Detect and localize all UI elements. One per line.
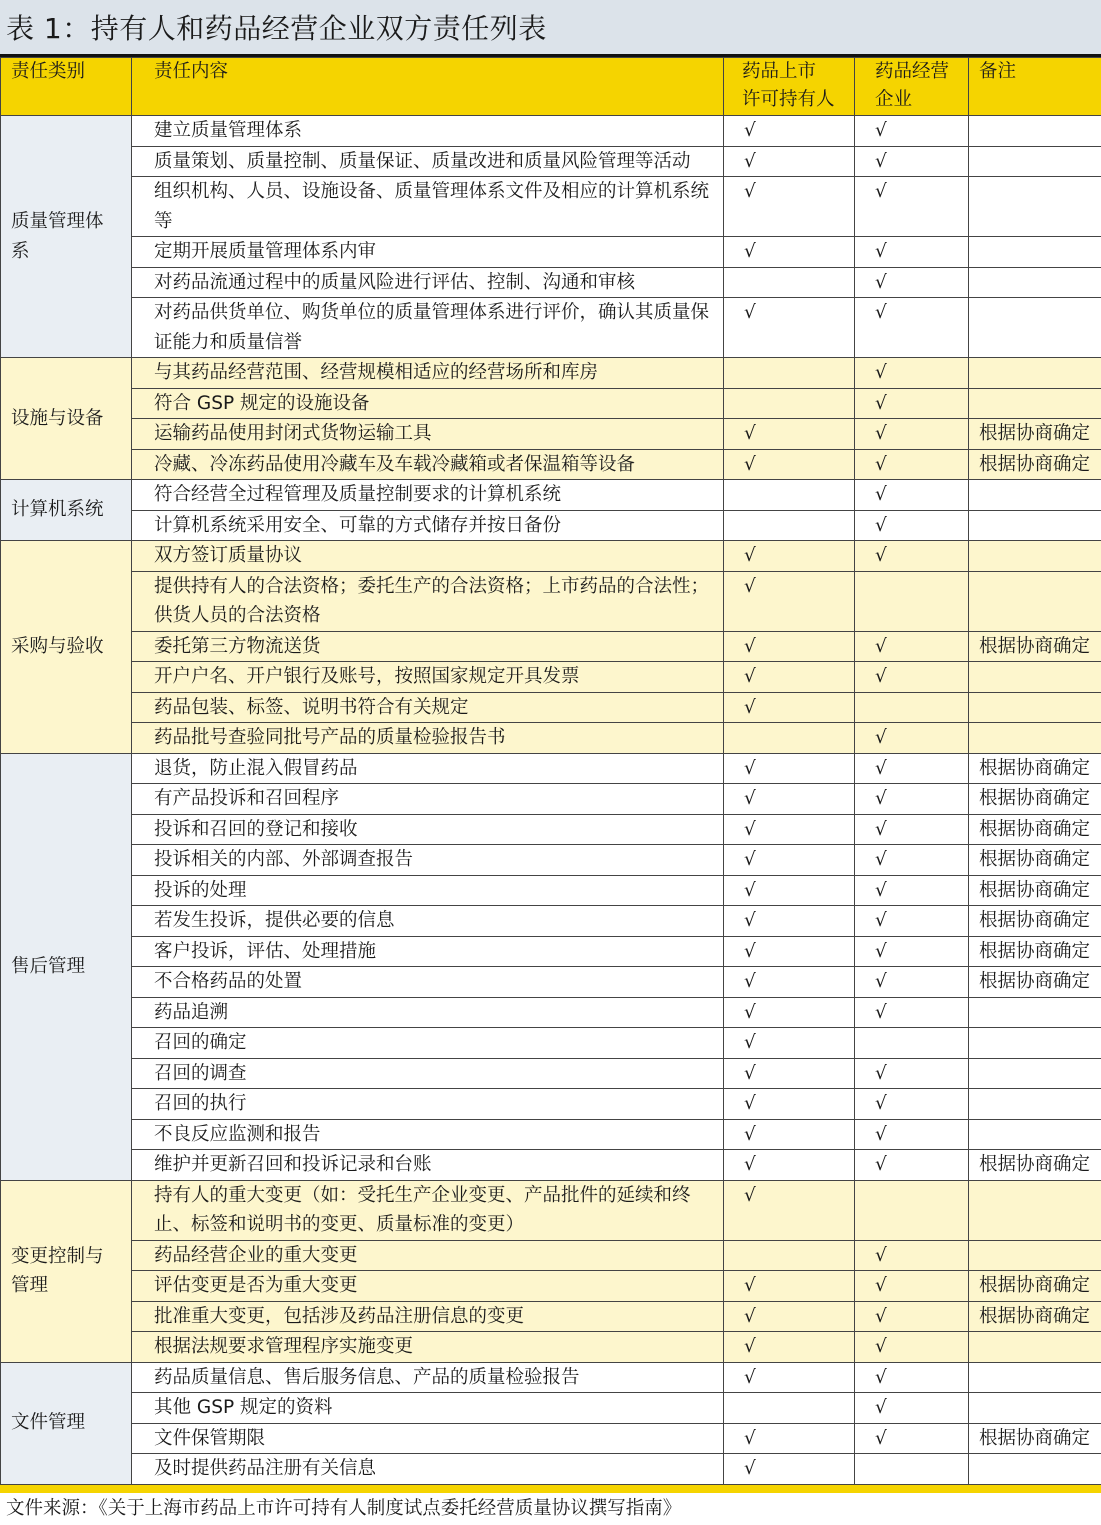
table-title-bar bbox=[0, 0, 1101, 57]
table-row bbox=[1, 267, 1101, 298]
content-cell: 客户投诉，评估、处理措施 bbox=[132, 936, 724, 967]
header-company bbox=[855, 58, 969, 116]
table-row bbox=[1, 177, 1101, 237]
bottom-rule bbox=[0, 1485, 1101, 1493]
table-row bbox=[1, 116, 1101, 147]
company-check-cell: √ bbox=[855, 1393, 969, 1424]
note-cell bbox=[969, 1393, 1101, 1424]
note-cell bbox=[969, 267, 1101, 298]
responsibility-table bbox=[0, 57, 1101, 1485]
content-cell: 召回的调查 bbox=[132, 1058, 724, 1089]
note-cell bbox=[969, 116, 1101, 147]
category-cell: 售后管理 bbox=[1, 753, 132, 1180]
company-check-cell: √ bbox=[855, 875, 969, 906]
content-cell: 若发生投诉，提供必要的信息 bbox=[132, 906, 724, 937]
note-cell: 根据协商确定 bbox=[969, 814, 1101, 845]
company-check-cell: √ bbox=[855, 967, 969, 998]
holder-check-cell bbox=[724, 358, 855, 389]
content-cell: 维护并更新召回和投诉记录和台账 bbox=[132, 1150, 724, 1181]
content-cell: 定期开展质量管理体系内审 bbox=[132, 237, 724, 268]
holder-check-cell: √ bbox=[724, 845, 855, 876]
holder-check-cell: √ bbox=[724, 967, 855, 998]
content-cell: 不合格药品的处置 bbox=[132, 967, 724, 998]
header-category: 责任类别 bbox=[1, 58, 132, 116]
company-check-cell: √ bbox=[855, 419, 969, 450]
company-check-cell: √ bbox=[855, 237, 969, 268]
note-cell bbox=[969, 1180, 1101, 1240]
content-cell: 药品批号查验同批号产品的质量检验报告书 bbox=[132, 723, 724, 754]
company-check-cell: √ bbox=[855, 814, 969, 845]
holder-check-cell: √ bbox=[724, 906, 855, 937]
header-content: 责任内容 bbox=[132, 58, 724, 116]
note-cell bbox=[969, 1028, 1101, 1059]
company-check-cell: √ bbox=[855, 1058, 969, 1089]
table-row bbox=[1, 845, 1101, 876]
table-row bbox=[1, 1362, 1101, 1393]
content-cell: 召回的执行 bbox=[132, 1089, 724, 1120]
company-check-cell: √ bbox=[855, 906, 969, 937]
company-check-cell bbox=[855, 1454, 969, 1485]
table-row bbox=[1, 1119, 1101, 1150]
note-cell bbox=[969, 1119, 1101, 1150]
holder-check-cell: √ bbox=[724, 298, 855, 358]
holder-check-cell: √ bbox=[724, 662, 855, 693]
holder-check-cell: √ bbox=[724, 814, 855, 845]
content-cell: 药品质量信息、售后服务信息、产品的质量检验报告 bbox=[132, 1362, 724, 1393]
company-check-cell: √ bbox=[855, 784, 969, 815]
note-cell bbox=[969, 662, 1101, 693]
company-check-cell: √ bbox=[855, 1150, 969, 1181]
table-row bbox=[1, 631, 1101, 662]
company-check-cell: √ bbox=[855, 845, 969, 876]
company-check-cell: √ bbox=[855, 1119, 969, 1150]
holder-check-cell: √ bbox=[724, 449, 855, 480]
note-cell bbox=[969, 1058, 1101, 1089]
content-cell: 建立质量管理体系 bbox=[132, 116, 724, 147]
holder-check-cell: √ bbox=[724, 1301, 855, 1332]
content-cell: 计算机系统采用安全、可靠的方式储存并按日备份 bbox=[132, 510, 724, 541]
company-check-cell: √ bbox=[855, 1271, 969, 1302]
content-cell: 文件保管期限 bbox=[132, 1423, 724, 1454]
content-cell: 根据法规要求管理程序实施变更 bbox=[132, 1332, 724, 1363]
company-check-cell: √ bbox=[855, 146, 969, 177]
table-row bbox=[1, 875, 1101, 906]
holder-check-cell: √ bbox=[724, 1119, 855, 1150]
table-row bbox=[1, 967, 1101, 998]
company-check-cell: √ bbox=[855, 388, 969, 419]
company-check-cell: √ bbox=[855, 631, 969, 662]
table-row bbox=[1, 784, 1101, 815]
note-cell: 根据协商确定 bbox=[969, 449, 1101, 480]
company-check-cell: √ bbox=[855, 1301, 969, 1332]
content-cell: 药品经营企业的重大变更 bbox=[132, 1240, 724, 1271]
holder-check-cell: √ bbox=[724, 1150, 855, 1181]
company-check-cell: √ bbox=[855, 723, 969, 754]
company-check-cell: √ bbox=[855, 1332, 969, 1363]
table-row bbox=[1, 1423, 1101, 1454]
note-cell: 根据协商确定 bbox=[969, 631, 1101, 662]
table-row bbox=[1, 1089, 1101, 1120]
content-cell: 质量策划、质量控制、质量保证、质量改进和质量风险管理等活动 bbox=[132, 146, 724, 177]
note-cell bbox=[969, 997, 1101, 1028]
note-cell bbox=[969, 692, 1101, 723]
holder-check-cell: √ bbox=[724, 1028, 855, 1059]
table-row bbox=[1, 298, 1101, 358]
table-row bbox=[1, 814, 1101, 845]
table-row bbox=[1, 1454, 1101, 1485]
company-check-cell: √ bbox=[855, 662, 969, 693]
company-check-cell: √ bbox=[855, 510, 969, 541]
table-row bbox=[1, 692, 1101, 723]
holder-check-cell: √ bbox=[724, 116, 855, 147]
holder-check-cell: √ bbox=[724, 419, 855, 450]
header-holder bbox=[724, 58, 855, 116]
holder-check-cell: √ bbox=[724, 936, 855, 967]
table-row bbox=[1, 1028, 1101, 1059]
note-cell: 根据协商确定 bbox=[969, 906, 1101, 937]
holder-check-cell: √ bbox=[724, 177, 855, 237]
holder-check-cell bbox=[724, 1240, 855, 1271]
table-row bbox=[1, 1271, 1101, 1302]
holder-check-cell: √ bbox=[724, 1058, 855, 1089]
note-cell bbox=[969, 1240, 1101, 1271]
table-row bbox=[1, 541, 1101, 572]
table-row bbox=[1, 419, 1101, 450]
company-check-cell bbox=[855, 1028, 969, 1059]
holder-check-cell bbox=[724, 723, 855, 754]
note-cell: 根据协商确定 bbox=[969, 753, 1101, 784]
note-cell: 根据协商确定 bbox=[969, 1423, 1101, 1454]
table-row bbox=[1, 906, 1101, 937]
source-footnote: 文件来源：《关于上海市药品上市许可持有人制度试点委托经营质量协议撰写指南》 bbox=[0, 1493, 1101, 1525]
table-row bbox=[1, 146, 1101, 177]
note-cell: 根据协商确定 bbox=[969, 1271, 1101, 1302]
category-cell: 质量管理体系 bbox=[1, 116, 132, 358]
holder-check-cell: √ bbox=[724, 1454, 855, 1485]
content-cell: 提供持有人的合法资格；委托生产的合法资格；上市药品的合法性；供货人员的合法资格 bbox=[132, 571, 724, 631]
note-cell bbox=[969, 1454, 1101, 1485]
holder-check-cell: √ bbox=[724, 1089, 855, 1120]
content-cell: 运输药品使用封闭式货物运输工具 bbox=[132, 419, 724, 450]
note-cell bbox=[969, 358, 1101, 389]
note-cell bbox=[969, 571, 1101, 631]
holder-check-cell: √ bbox=[724, 997, 855, 1028]
company-check-cell: √ bbox=[855, 449, 969, 480]
company-check-cell: √ bbox=[855, 298, 969, 358]
table-row bbox=[1, 1332, 1101, 1363]
company-check-cell: √ bbox=[855, 1362, 969, 1393]
holder-check-cell: √ bbox=[724, 753, 855, 784]
holder-check-cell: √ bbox=[724, 784, 855, 815]
table-row bbox=[1, 1240, 1101, 1271]
note-cell bbox=[969, 1362, 1101, 1393]
note-cell: 根据协商确定 bbox=[969, 845, 1101, 876]
holder-check-cell bbox=[724, 1393, 855, 1424]
content-cell: 双方签订质量协议 bbox=[132, 541, 724, 572]
category-cell: 文件管理 bbox=[1, 1362, 132, 1484]
holder-check-cell: √ bbox=[724, 541, 855, 572]
note-cell bbox=[969, 237, 1101, 268]
table-row bbox=[1, 237, 1101, 268]
note-cell bbox=[969, 146, 1101, 177]
company-check-cell: √ bbox=[855, 177, 969, 237]
table-row bbox=[1, 997, 1101, 1028]
company-check-cell bbox=[855, 692, 969, 723]
note-cell: 根据协商确定 bbox=[969, 419, 1101, 450]
note-cell: 根据协商确定 bbox=[969, 1150, 1101, 1181]
note-cell bbox=[969, 298, 1101, 358]
content-cell: 批准重大变更，包括涉及药品注册信息的变更 bbox=[132, 1301, 724, 1332]
company-check-cell: √ bbox=[855, 116, 969, 147]
holder-check-cell: √ bbox=[724, 1362, 855, 1393]
table-row bbox=[1, 723, 1101, 754]
company-check-cell: √ bbox=[855, 1240, 969, 1271]
table-row bbox=[1, 1180, 1101, 1240]
company-check-cell: √ bbox=[855, 267, 969, 298]
content-cell: 委托第三方物流送货 bbox=[132, 631, 724, 662]
content-cell: 与其药品经营范围、经营规模相适应的经营场所和库房 bbox=[132, 358, 724, 389]
table-row bbox=[1, 510, 1101, 541]
note-cell bbox=[969, 1089, 1101, 1120]
note-cell bbox=[969, 510, 1101, 541]
company-check-cell: √ bbox=[855, 1423, 969, 1454]
company-check-cell: √ bbox=[855, 541, 969, 572]
table-row bbox=[1, 571, 1101, 631]
holder-check-cell: √ bbox=[724, 237, 855, 268]
content-cell: 其他 GSP 规定的资料 bbox=[132, 1393, 724, 1424]
holder-check-cell bbox=[724, 480, 855, 511]
table-row bbox=[1, 1393, 1101, 1424]
company-check-cell: √ bbox=[855, 480, 969, 511]
holder-check-cell: √ bbox=[724, 1332, 855, 1363]
content-cell: 符合经营全过程管理及质量控制要求的计算机系统 bbox=[132, 480, 724, 511]
content-cell: 开户户名、开户银行及账号，按照国家规定开具发票 bbox=[132, 662, 724, 693]
table-title: 表 1：持有人和药品经营企业双方责任列表 bbox=[6, 7, 547, 47]
content-cell: 退货，防止混入假冒药品 bbox=[132, 753, 724, 784]
note-cell: 根据协商确定 bbox=[969, 1301, 1101, 1332]
holder-check-cell: √ bbox=[724, 692, 855, 723]
holder-check-cell: √ bbox=[724, 146, 855, 177]
content-cell: 及时提供药品注册有关信息 bbox=[132, 1454, 724, 1485]
header-note: 备注 bbox=[969, 58, 1101, 116]
table-row bbox=[1, 1150, 1101, 1181]
holder-check-cell: √ bbox=[724, 1271, 855, 1302]
note-cell bbox=[969, 480, 1101, 511]
category-cell: 计算机系统 bbox=[1, 480, 132, 541]
table-row bbox=[1, 1058, 1101, 1089]
content-cell: 药品追溯 bbox=[132, 997, 724, 1028]
category-cell: 采购与验收 bbox=[1, 541, 132, 754]
note-cell bbox=[969, 1332, 1101, 1363]
table-row bbox=[1, 1301, 1101, 1332]
note-cell: 根据协商确定 bbox=[969, 784, 1101, 815]
content-cell: 投诉的处理 bbox=[132, 875, 724, 906]
holder-check-cell bbox=[724, 510, 855, 541]
table-row bbox=[1, 753, 1101, 784]
table-header-row bbox=[1, 58, 1101, 116]
content-cell: 召回的确定 bbox=[132, 1028, 724, 1059]
content-cell: 评估变更是否为重大变更 bbox=[132, 1271, 724, 1302]
content-cell: 对药品供货单位、购货单位的质量管理体系进行评价，确认其质量保证能力和质量信誉 bbox=[132, 298, 724, 358]
table-row bbox=[1, 358, 1101, 389]
table-row bbox=[1, 662, 1101, 693]
note-cell bbox=[969, 177, 1101, 237]
company-check-cell: √ bbox=[855, 997, 969, 1028]
content-cell: 冷藏、冷冻药品使用冷藏车及车载冷藏箱或者保温箱等设备 bbox=[132, 449, 724, 480]
table-row bbox=[1, 936, 1101, 967]
company-check-cell: √ bbox=[855, 936, 969, 967]
holder-check-cell: √ bbox=[724, 1180, 855, 1240]
company-check-cell bbox=[855, 1180, 969, 1240]
company-check-cell: √ bbox=[855, 753, 969, 784]
content-cell: 持有人的重大变更（如：受托生产企业变更、产品批件的延续和终止、标签和说明书的变更、质量标准的变更） bbox=[132, 1180, 724, 1240]
holder-check-cell bbox=[724, 388, 855, 419]
note-cell bbox=[969, 723, 1101, 754]
header-company-line1: 药品经营 bbox=[875, 61, 949, 82]
note-cell: 根据协商确定 bbox=[969, 875, 1101, 906]
content-cell: 药品包装、标签、说明书符合有关规定 bbox=[132, 692, 724, 723]
header-holder-line2: 许可持有人 bbox=[742, 89, 835, 110]
holder-check-cell: √ bbox=[724, 571, 855, 631]
holder-check-cell: √ bbox=[724, 1423, 855, 1454]
holder-check-cell: √ bbox=[724, 631, 855, 662]
content-cell: 投诉相关的内部、外部调查报告 bbox=[132, 845, 724, 876]
company-check-cell: √ bbox=[855, 358, 969, 389]
note-cell bbox=[969, 541, 1101, 572]
content-cell: 有产品投诉和召回程序 bbox=[132, 784, 724, 815]
category-cell: 设施与设备 bbox=[1, 358, 132, 480]
holder-check-cell: √ bbox=[724, 875, 855, 906]
note-cell: 根据协商确定 bbox=[969, 967, 1101, 998]
table-row bbox=[1, 449, 1101, 480]
content-cell: 组织机构、人员、设施设备、质量管理体系文件及相应的计算机系统等 bbox=[132, 177, 724, 237]
header-holder-line1: 药品上市 bbox=[742, 61, 816, 82]
content-cell: 不良反应监测和报告 bbox=[132, 1119, 724, 1150]
content-cell: 符合 GSP 规定的设施设备 bbox=[132, 388, 724, 419]
holder-check-cell bbox=[724, 267, 855, 298]
category-cell: 变更控制与管理 bbox=[1, 1180, 132, 1362]
note-cell bbox=[969, 388, 1101, 419]
table-body bbox=[1, 116, 1101, 1485]
note-cell: 根据协商确定 bbox=[969, 936, 1101, 967]
company-check-cell bbox=[855, 571, 969, 631]
content-cell: 投诉和召回的登记和接收 bbox=[132, 814, 724, 845]
content-cell: 对药品流通过程中的质量风险进行评估、控制、沟通和审核 bbox=[132, 267, 724, 298]
table-row bbox=[1, 388, 1101, 419]
company-check-cell: √ bbox=[855, 1089, 969, 1120]
table-row bbox=[1, 480, 1101, 511]
header-company-line2: 企业 bbox=[875, 89, 912, 110]
